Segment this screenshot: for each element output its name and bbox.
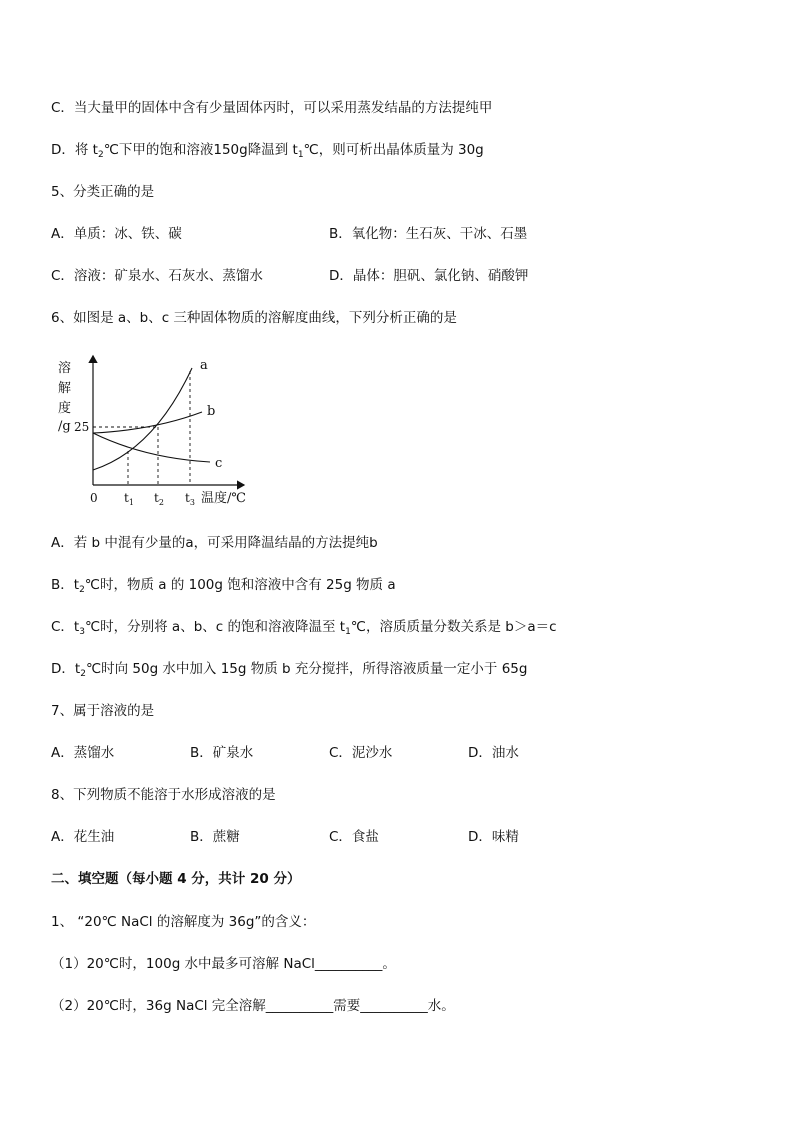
y-label-1: 溶 [58, 361, 72, 376]
section-2-heading: 二、填空题（每小题 4 分，共计 20 分） [51, 871, 301, 887]
q8-option-a: A．花生油 [51, 829, 115, 845]
fill-question-1-part-1: （1）20℃时，100g 水中最多可溶解 NaCl__________。 [51, 956, 396, 972]
q7-option-b: B．矿泉水 [190, 745, 254, 761]
curve-a [93, 368, 192, 470]
fill-question-1: 1、 “20℃ NaCl 的溶解度为 36g”的含义： [51, 914, 316, 930]
q6-option-a: A．若 b 中混有少量的a，可采用降温结晶的方法提纯b [51, 535, 378, 551]
series-label-b: b [207, 404, 216, 419]
question-7: 7、属于溶液的是 [51, 703, 155, 719]
q8-option-c: C．食盐 [329, 829, 379, 845]
q5-option-c: C．溶液：矿泉水、石灰水、蒸馏水 [51, 268, 263, 284]
question-8: 8、下列物质不能溶于水形成溶液的是 [51, 787, 276, 803]
y-label-3: 度 [58, 401, 72, 416]
x-axis-label: 温度/℃ [201, 491, 246, 506]
q6-option-b: B．$t_2℃$时，物质 a 的 100g 饱和溶液中含有 25g 物质 a [51, 577, 396, 595]
question-6: 6、如图是 a、b、c 三种固体物质的溶解度曲线，下列分析正确的是 [51, 310, 457, 326]
q5-option-a: A．单质：冰、铁、碳 [51, 226, 182, 242]
y-label-4: /g [58, 419, 71, 434]
solubility-chart [54, 350, 264, 510]
q6-option-c: C．$t_3℃$时，分别将 a、b、c 的饱和溶液降温至 $t_1℃$，溶质质量分数关系是 b＞a＝c [51, 619, 557, 637]
q4-option-c: C．当大量甲的固体中含有少量固体丙时，可以采用蒸发结晶的方法提纯甲 [51, 100, 493, 116]
q6-option-d: D．$t_2℃$时向 50g 水中加入 15g 物质 b 充分搅拌，所得溶液质量一定小于 65g [51, 661, 528, 679]
question-5: 5、分类正确的是 [51, 184, 155, 200]
q4-option-d: D．将 $t_2℃$下甲的饱和溶液150g降温到 $t_1℃$，则可析出晶体质量为 30g [51, 142, 484, 160]
series-label-c: c [215, 456, 223, 471]
origin-label: 0 [90, 491, 98, 505]
q5-option-d: D．晶体：胆矾、氯化钠、硝酸钾 [329, 268, 529, 284]
x-tick-t1: $t_1$ [124, 491, 134, 507]
q7-option-d: D．油水 [468, 745, 519, 761]
x-tick-t3: $t_3$ [185, 491, 195, 507]
series-label-a: a [200, 358, 208, 373]
q7-option-c: C．泥沙水 [329, 745, 393, 761]
q7-option-a: A．蒸馏水 [51, 745, 115, 761]
curve-b [93, 412, 202, 433]
q5-option-b: B．氧化物：生石灰、干冰、石墨 [329, 226, 528, 242]
x-tick-t2: $t_2$ [154, 491, 164, 507]
y-label-2: 解 [58, 381, 72, 396]
y-tick-25: 25 [74, 420, 90, 434]
q8-option-b: B．蔗糖 [190, 829, 240, 845]
fill-question-1-part-2: （2）20℃时，36g NaCl 完全溶解__________需要__________水。 [51, 998, 455, 1014]
q8-option-d: D．味精 [468, 829, 519, 845]
curve-c [93, 433, 210, 462]
